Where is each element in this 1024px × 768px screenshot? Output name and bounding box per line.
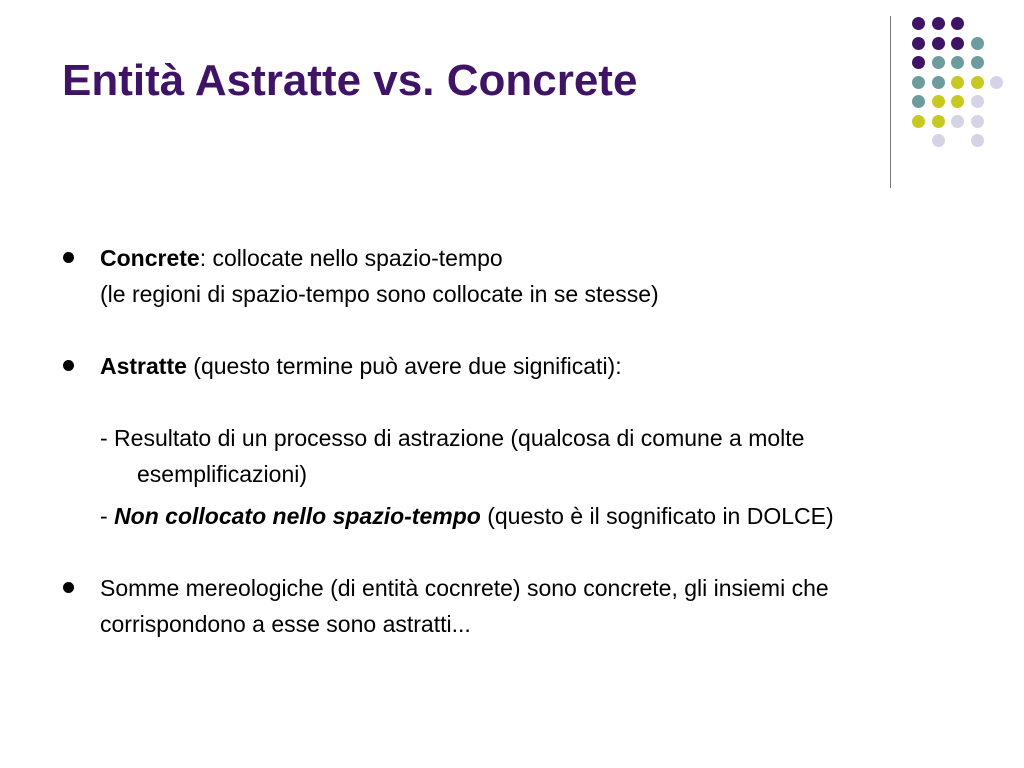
bullet-concrete xyxy=(62,240,962,312)
bullet-marker-icon xyxy=(63,360,74,371)
decorative-dot-icon xyxy=(990,76,1003,89)
decorative-dot-icon xyxy=(912,95,925,108)
sub-item-line xyxy=(100,498,962,534)
decorative-dot-icon xyxy=(932,95,945,108)
decorative-dot-icon xyxy=(912,17,925,30)
decorative-dot-icon xyxy=(971,95,984,108)
sub-item-rest: (questo è il sognificato in DOLCE) xyxy=(480,503,834,529)
bullet-term: Astratte xyxy=(100,353,187,379)
decorative-dot-icon xyxy=(932,76,945,89)
title-divider-line xyxy=(890,16,891,188)
decorative-dot-icon xyxy=(932,56,945,69)
sub-item-emphasis: Non collocato nello spazio-tempo xyxy=(114,503,481,529)
decorative-dot-icon xyxy=(932,115,945,128)
bullet-line xyxy=(100,240,962,276)
decorative-dot-icon xyxy=(912,56,925,69)
sub-item-prefix: - xyxy=(100,503,115,529)
bullet-astratte xyxy=(62,348,962,384)
decorative-dot-icon xyxy=(971,76,984,89)
decorative-dot-icon xyxy=(912,115,925,128)
decorative-dot-icon xyxy=(912,76,925,89)
decorative-dot-icon xyxy=(951,95,964,108)
decorative-dot-icon xyxy=(932,134,945,147)
decorative-dot-icon xyxy=(971,134,984,147)
sub-item-text: - Resultato di un processo di astrazione (qualcosa di comune a molte esemplificazioni) xyxy=(100,425,805,487)
bullet-line-2: (le regioni di spazio-tempo sono collocate in se stesse) xyxy=(100,281,659,307)
decorative-dot-icon xyxy=(932,17,945,30)
bullet-term: Concrete xyxy=(100,245,200,271)
bullet-text: : collocate nello spazio-tempo xyxy=(199,245,503,271)
decorative-dot-icon xyxy=(951,76,964,89)
bullet-marker-icon xyxy=(63,582,74,593)
decorative-dot-icon xyxy=(971,37,984,50)
decorative-dot-icon xyxy=(951,115,964,128)
bullet-line xyxy=(100,348,962,384)
decorative-dot-icon xyxy=(971,115,984,128)
decorative-dot-icon xyxy=(971,56,984,69)
bullet-marker-icon xyxy=(63,252,74,263)
bullet-list xyxy=(62,240,962,642)
slide-title: Entità Astratte vs. Concrete xyxy=(62,56,638,105)
decorative-dot-icon xyxy=(932,37,945,50)
sub-item-2 xyxy=(62,498,962,534)
bullet-text: Somme mereologiche (di entità cocnrete) sono concrete, gli insiemi che corrispondono a esse sono astratti... xyxy=(100,575,829,637)
sub-item-1 xyxy=(62,420,962,492)
decorative-dot-icon xyxy=(951,17,964,30)
decorative-dot-icon xyxy=(951,56,964,69)
decorative-dot-icon xyxy=(951,37,964,50)
bullet-somme xyxy=(62,570,962,642)
bullet-text: (questo termine può avere due significati): xyxy=(186,353,622,379)
decorative-dot-icon xyxy=(912,37,925,50)
